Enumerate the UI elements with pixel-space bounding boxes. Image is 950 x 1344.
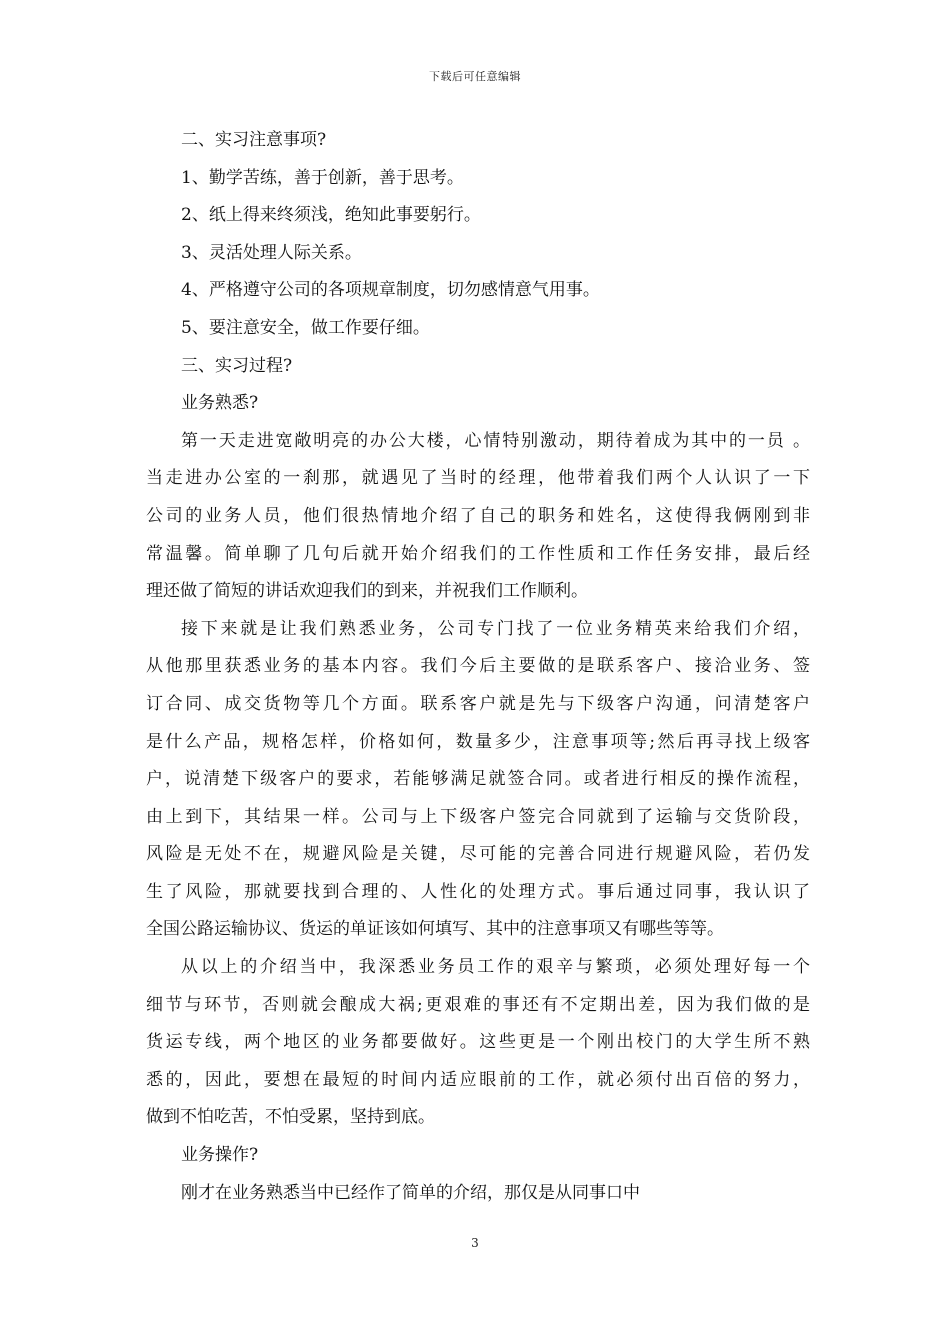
- paragraph-line: 做到不怕吃苦，不怕受累，坚持到底。: [146, 1107, 435, 1128]
- paragraph-line: 由上到下，其结果一样。公司与上下级客户签完合同就到了运输与交货阶段，: [146, 806, 810, 827]
- paragraph-line: 常温馨。简单聊了几句后就开始介绍我们的工作性质和工作任务安排，最后经: [146, 543, 810, 564]
- paragraph-line: 理还做了简短的讲话欢迎我们的到来，并祝我们工作顺利。: [146, 581, 588, 602]
- page-number: 3: [471, 1236, 479, 1250]
- paragraph-line: 悉的，因此，要想在最短的时间内适应眼前的工作，就必须付出百倍的努力，: [146, 1069, 810, 1090]
- list-item: 3、灵活处理人际关系。: [181, 242, 362, 263]
- paragraph-line: 公司的业务人员，他们很热情地介绍了自己的职务和姓名，这使得我俩刚到非: [146, 505, 810, 526]
- page-header: 下载后可任意编辑: [429, 70, 521, 83]
- subsection-heading: 业务操作?: [181, 1145, 259, 1166]
- document-body: [146, 122, 810, 1212]
- paragraph-line: 风险是无处不在，规避风险是关键，尽可能的完善合同进行规避风险，若仍发: [146, 844, 810, 865]
- paragraph-line: 生了风险，那就要找到合理的、人性化的处理方式。事后通过同事，我认识了: [146, 881, 810, 902]
- paragraph-line: 户，说清楚下级客户的要求，若能够满足就签合同。或者进行相反的操作流程，: [146, 769, 810, 790]
- subsection-heading: 业务熟悉?: [181, 393, 259, 414]
- list-item: 2、纸上得来终须浅，绝知此事要躬行。: [181, 205, 481, 226]
- paragraph-line: 订合同、成交货物等几个方面。联系客户就是先与下级客户沟通，问清楚客户: [146, 693, 810, 714]
- paragraph-line: 刚才在业务熟悉当中已经作了简单的介绍，那仅是从同事口中: [181, 1182, 640, 1203]
- paragraph-line: 接下来就是让我们熟悉业务，公司专门找了一位业务精英来给我们介绍，: [181, 618, 810, 639]
- paragraph-line: 当走进办公室的一刹那，就遇见了当时的经理，他带着我们两个人认识了一下: [146, 468, 810, 489]
- list-item: 5、要注意安全，做工作要仔细。: [181, 317, 430, 338]
- list-item: 4、严格遵守公司的各项规章制度，切勿感情意气用事。: [181, 280, 600, 301]
- paragraph-line: 全国公路运输协议、货运的单证该如何填写、其中的注意事项又有哪些等等。: [146, 919, 724, 940]
- section-heading: 二、实习注意事项?: [181, 130, 327, 150]
- paragraph-line: 从以上的介绍当中，我深悉业务员工作的艰辛与繁琐，必须处理好每一个: [181, 957, 810, 978]
- list-item: 1、勤学苦练，善于创新，善于思考。: [181, 167, 464, 188]
- paragraph-line: 是什么产品，规格怎样，价格如何，数量多少，注意事项等;然后再寻找上级客: [146, 731, 810, 752]
- section-heading: 三、实习过程?: [181, 355, 293, 376]
- paragraph-line: 货运专线，两个地区的业务都要做好。这些更是一个刚出校门的大学生所不熟: [146, 1032, 810, 1053]
- paragraph-line: 细节与环节，否则就会酿成大祸;更艰难的事还有不定期出差，因为我们做的是: [146, 994, 810, 1015]
- paragraph-line: 第一天走进宽敞明亮的办公大楼，心情特别激动，期待着成为其中的一员 。: [181, 430, 810, 451]
- paragraph-line: 从他那里获悉业务的基本内容。我们今后主要做的是联系客户、接洽业务、签: [146, 656, 810, 677]
